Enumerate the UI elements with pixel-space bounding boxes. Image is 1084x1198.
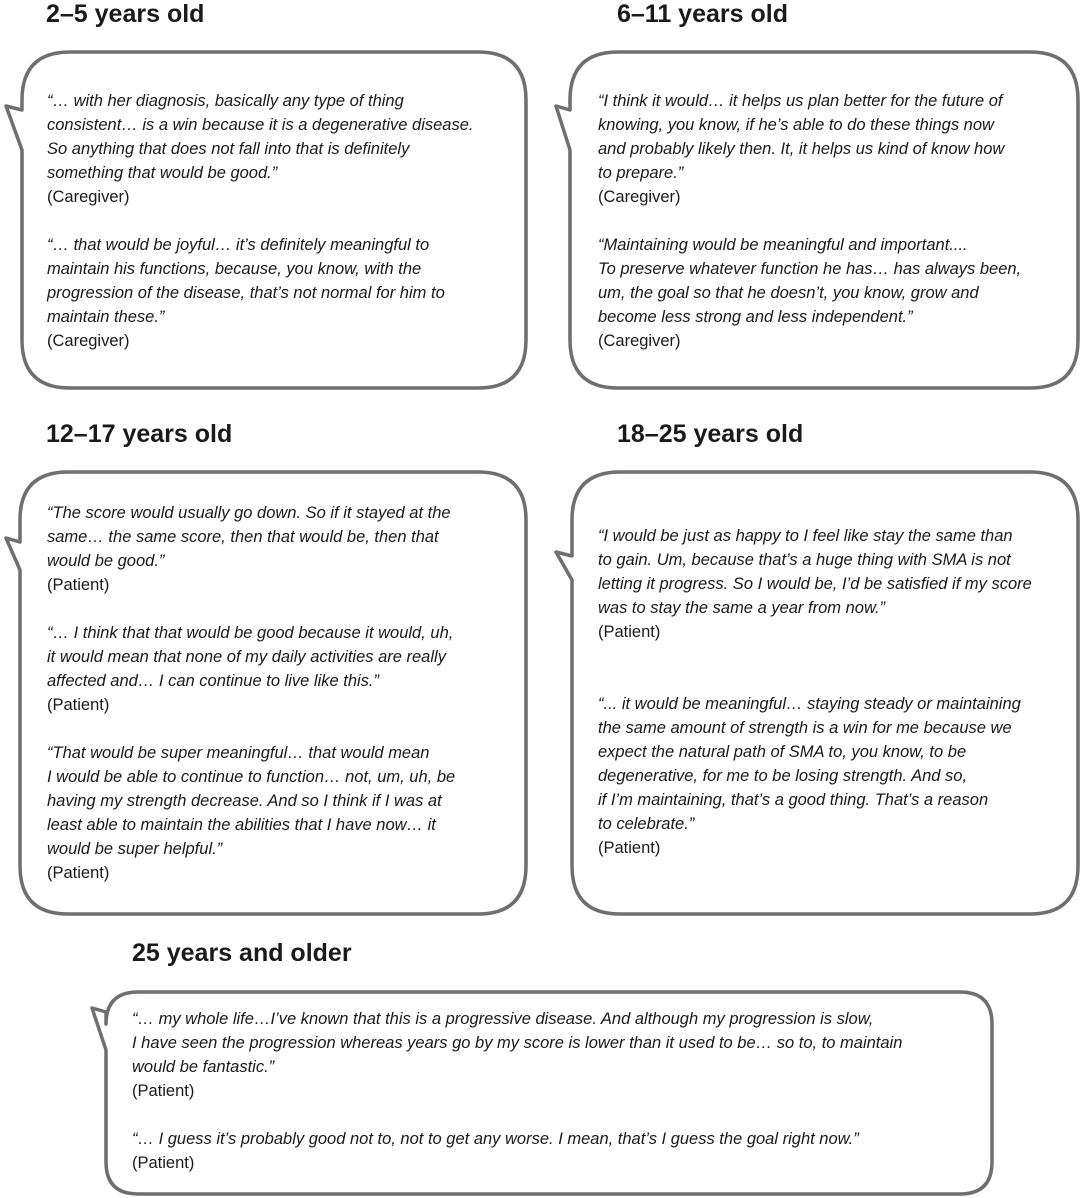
panel-4-quote-1 — [598, 524, 1032, 620]
panel-2-quote-1-attribution: (Caregiver) — [598, 188, 681, 206]
quote-line: “… I guess it’s probably good not to, not to get any worse. I mean, that’s I guess the goal right now.” — [132, 1130, 859, 1148]
panel-1-quote-2 — [47, 233, 474, 329]
panel-3-quote-2-attribution: (Patient) — [47, 696, 110, 714]
quote-line: “That would be super meaningful… that would mean — [47, 744, 430, 762]
panel-2-quote-2-attribution: (Caregiver) — [598, 332, 681, 350]
quote-line: “… my whole life…I’ve known that this is a progressive disease. And although my progression is slow, — [132, 1010, 874, 1028]
panel-1-quote-2-attribution: (Caregiver) — [47, 332, 130, 350]
panel-5-quote-2 — [132, 1127, 902, 1151]
panel-5-quote-2-attribution: (Patient) — [132, 1154, 195, 1172]
panel-1-quote-1 — [47, 89, 474, 185]
quote-line: “I think it would… it helps us plan better for the future of — [598, 92, 1003, 110]
quote-line: if I’m maintaining, that’s a good thing. That’s a reason — [598, 791, 989, 809]
quote-line: having my strength decrease. And so I think if I was at — [47, 792, 442, 810]
panel-5-content — [132, 1007, 902, 1175]
panel-5-heading: 25 years and older — [132, 939, 352, 967]
panel-4-quote-2 — [598, 692, 1032, 836]
quote-line: I have seen the progression whereas years go by my score is lower than it used to be… so to, to maintain — [132, 1034, 903, 1052]
panel-2-quote-1 — [598, 89, 1021, 185]
panel-1-content — [47, 89, 474, 353]
quote-line: consistent… is a win because it is a degenerative disease. — [47, 116, 474, 134]
quote-line: “… I think that that would be good because it would, uh, — [47, 624, 454, 642]
quote-line: something that would be good.” — [47, 164, 278, 182]
quote-line: letting it progress. So I would be, I’d be satisfied if my score — [598, 575, 1032, 593]
panel-4-heading: 18–25 years old — [617, 420, 804, 448]
quote-line: affected and… I can continue to live like this.” — [47, 672, 380, 690]
quote-line: least able to maintain the abilities that I have now… it — [47, 816, 436, 834]
panel-3-quote-1-attribution: (Patient) — [47, 576, 110, 594]
quote-line: and probably likely then. It, it helps us kind of know how — [598, 140, 1005, 158]
quote-line: knowing, you know, if he’s able to do these things now — [598, 116, 994, 134]
panel-4-quote-2-attribution: (Patient) — [598, 839, 661, 857]
quote-line: degenerative, for me to be losing strength. And so, — [598, 767, 968, 785]
quote-line: “... it would be meaningful… staying steady or maintaining — [598, 695, 1021, 713]
panel-2-heading: 6–11 years old — [617, 0, 788, 28]
panel-1-heading: 2–5 years old — [46, 0, 205, 28]
quote-line: progression of the disease, that’s not normal for him to — [47, 284, 445, 302]
quote-line: “… that would be joyful… it’s definitely meaningful to — [47, 236, 430, 254]
panel-1-quote-1-attribution: (Caregiver) — [47, 188, 130, 206]
quote-line: expect the natural path of SMA to, you know, to be — [598, 743, 967, 761]
panel-3-content — [47, 501, 455, 885]
panel-3-quote-2 — [47, 621, 455, 693]
quote-line: become less strong and less independent.” — [598, 308, 913, 326]
panel-4-quote-1-attribution: (Patient) — [598, 623, 661, 641]
quote-line: “I would be just as happy to I feel like stay the same than — [598, 527, 1013, 545]
quote-line: “… with her diagnosis, basically any type of thing — [47, 92, 404, 110]
quote-line: So anything that does not fall into that is definitely — [47, 140, 410, 158]
panel-4-content — [598, 524, 1032, 860]
quote-line: to gain. Um, because that’s a huge thing with SMA is not — [598, 551, 1011, 569]
quote-line: “Maintaining would be meaningful and important.... — [598, 236, 968, 254]
panel-3-heading: 12–17 years old — [46, 420, 233, 448]
quote-line: maintain his functions, because, you know, with the — [47, 260, 422, 278]
panel-2-quote-2 — [598, 233, 1021, 329]
panel-2-content — [598, 89, 1021, 353]
quote-line: would be fantastic.” — [132, 1058, 275, 1076]
panel-5-quote-1-attribution: (Patient) — [132, 1082, 195, 1100]
quote-line: to prepare.” — [598, 164, 684, 182]
quote-line: same… the same score, then that would be, then that — [47, 528, 439, 546]
quote-line: would be super helpful.” — [47, 840, 223, 858]
panel-3-quote-3 — [47, 741, 455, 861]
quote-line: “The score would usually go down. So if it stayed at the — [47, 504, 451, 522]
quote-line: would be good.” — [47, 552, 165, 570]
quote-line: To preserve whatever function he has… has always been, — [598, 260, 1022, 278]
panel-3-quote-3-attribution: (Patient) — [47, 864, 110, 882]
quote-line: was to stay the same a year from now.” — [598, 599, 886, 617]
quote-line: maintain these.” — [47, 308, 165, 326]
quote-line: it would mean that none of my daily activities are really — [47, 648, 446, 666]
quote-line: I would be able to continue to function… not, um, uh, be — [47, 768, 456, 786]
panel-3-quote-1 — [47, 501, 455, 573]
quote-line: um, the goal so that he doesn’t, you know, grow and — [598, 284, 979, 302]
quote-line: the same amount of strength is a win for me because we — [598, 719, 1012, 737]
quote-line: to celebrate.” — [598, 815, 695, 833]
panel-5-quote-1 — [132, 1007, 902, 1079]
